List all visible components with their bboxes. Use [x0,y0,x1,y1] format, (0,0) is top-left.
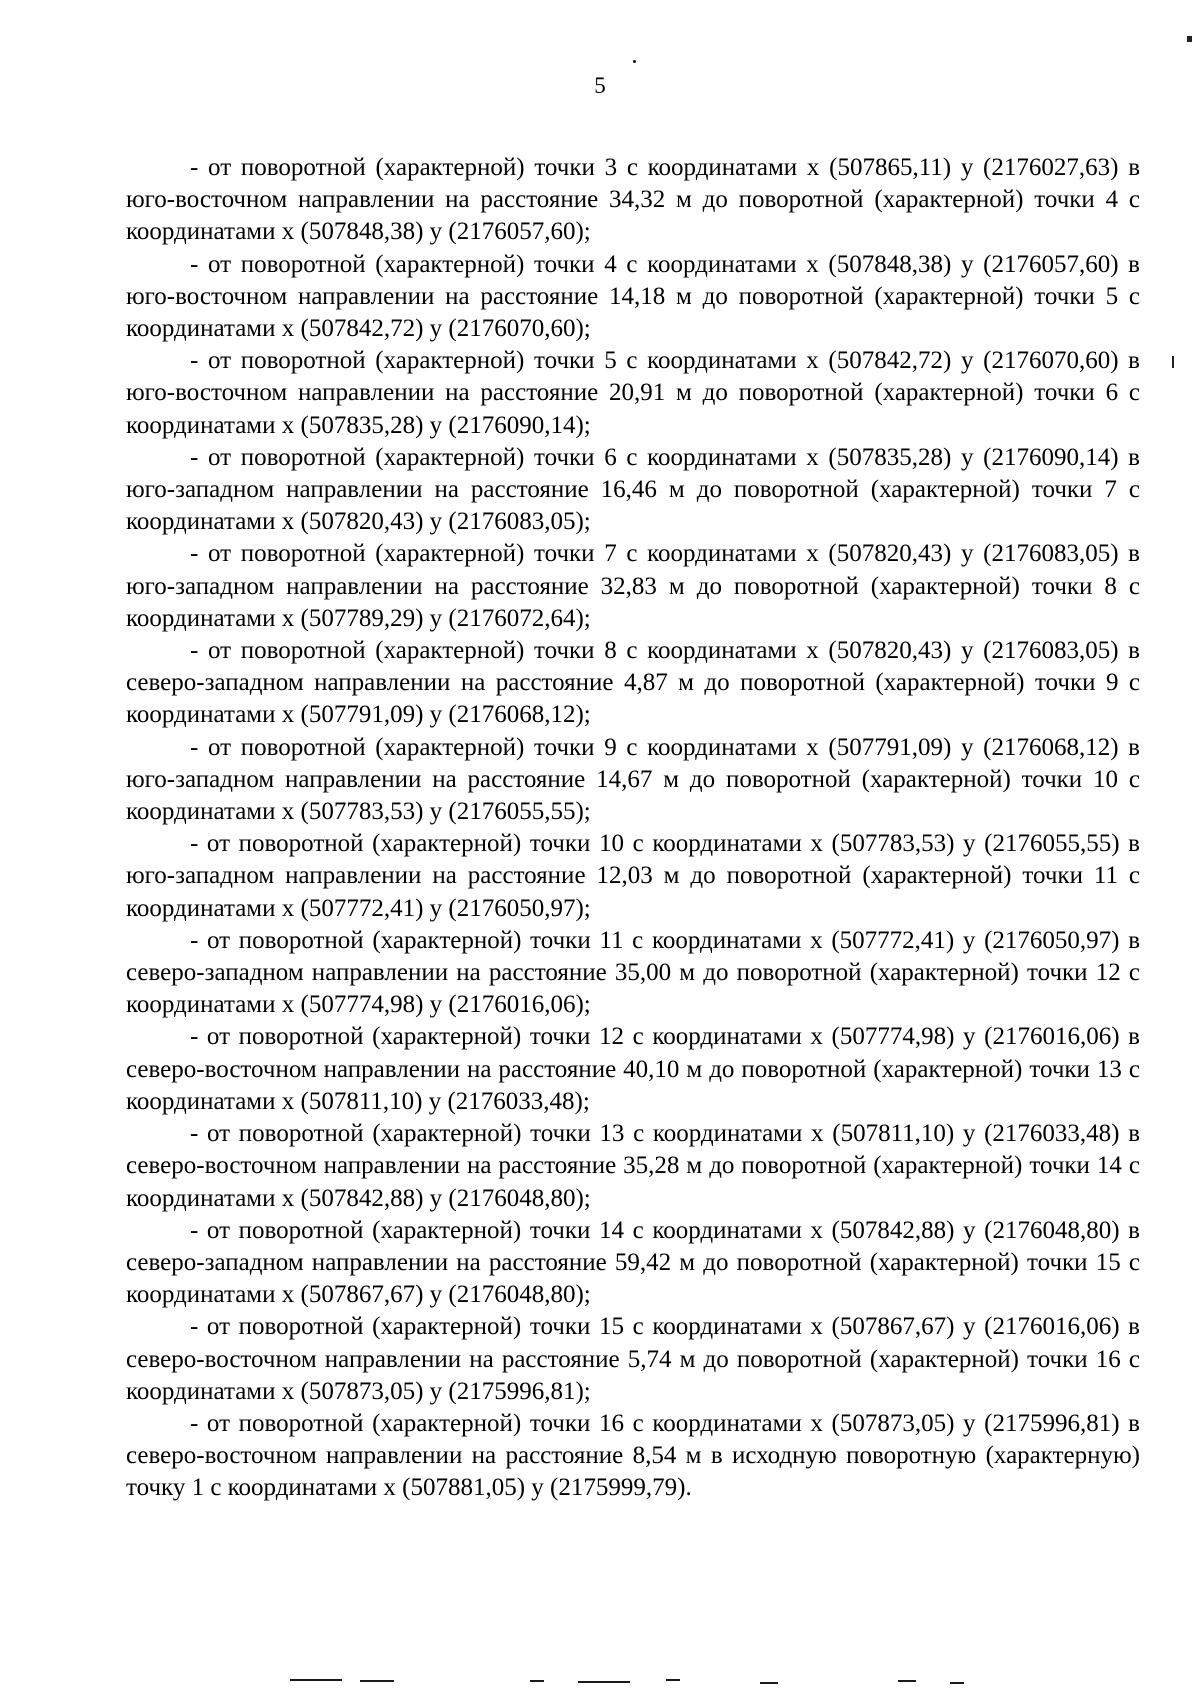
scan-artifact [950,1682,964,1684]
paragraph: - от поворотной (характерной) точки 16 с координатами х (507873,05) у (2175996,81) в северо-восточном направлении на расстояние 8,54 м в исходную поворотную (характерную) точку 1 с координатами х (507881,05) у (2175999,79). [126,1409,1140,1502]
scan-artifact [290,1679,342,1681]
paragraph: - от поворотной (характерной) точки 6 с координатами х (507835,28) у (2176090,14) в юго-западном направлении на расстояние 16,46 м до поворотной (характерной) точки 7 с координатами х (507820,43) у (2176083,05); [126,443,1140,536]
paragraph: - от поворотной (характерной) точки 5 с координатами х (507842,72) у (2176070,60) в юго-восточном направлении на расстояние 20,91 м до поворотной (характерной) точки 6 с координатами х (507835,28) у (2176090,14); [126,347,1140,439]
paragraph: - от поворотной (характерной) точки 7 с координатами х (507820,43) у (2176083,05) в юго-западном направлении на расстояние 32,83 м до поворотной (характерной) точки 8 с координатами х (507789,29) у (2176072,64); [126,540,1140,632]
scan-artifact [760,1682,778,1684]
scan-artifact [633,60,636,63]
scan-artifact [530,1680,544,1682]
paragraph: - от поворотной (характерной) точки 15 с координатами х (507867,67) у (2176016,06) в северо-восточном направлении на расстояние 5,74 м до поворотной (характерной) точки 16 с координатами х (507873,05) у (2175996,81); [126,1313,1140,1405]
paragraph: - от поворотной (характерной) точки 4 с координатами х (507848,38) у (2176057,60) в юго-восточном направлении на расстояние 14,18 м до поворотной (характерной) точки 5 с координатами х (507842,72) у (2176070,60); [126,250,1140,343]
scan-artifact [578,1681,630,1683]
scan-artifact [666,1679,680,1681]
paragraph: - от поворотной (характерной) точки 14 с координатами х (507842,88) у (2176048,80) в северо-западном направлении на расстояние 59,42 м до поворотной (характерной) точки 15 с координатами х (507867,67) у (2176048,80); [126,1216,1140,1309]
page-number: 5 [594,73,606,98]
paragraph: - от поворотной (характерной) точки 12 с координатами х (507774,98) у (2176016,06) в северо-восточном направлении на расстояние 40,10 м до поворотной (характерной) точки 13 с координатами х (507811,10) у (2176033,48); [126,1023,1140,1115]
paragraph: - от поворотной (характерной) точки 10 с координатами х (507783,53) у (2176055,55) в юго-западном направлении на расстояние 12,03 м до поворотной (характерной) точки 11 с координатами х (507772,41) у (2176050,97); [126,830,1140,922]
document-body [126,152,1140,1505]
paragraph: - от поворотной (характерной) точки 13 с координатами х (507811,10) у (2176033,48) в северо-восточном направлении на расстояние 35,28 м до поворотной (характерной) точки 14 с координатами х (507842,88) у (2176048,80); [126,1120,1140,1212]
paragraph: - от поворотной (характерной) точки 8 с координатами х (507820,43) у (2176083,05) в северо-западном направлении на расстояние 4,87 м до поворотной (характерной) точки 9 с координатами х (507791,09) у (2176068,12); [126,637,1140,729]
paragraph: - от поворотной (характерной) точки 11 с координатами х (507772,41) у (2176050,97) в северо-западном направлении на расстояние 35,00 м до поворотной (характерной) точки 12 с координатами х (507774,98) у (2176016,06); [126,926,1140,1019]
paragraph: - от поворотной (характерной) точки 9 с координатами х (507791,09) у (2176068,12) в юго-западном направлении на расстояние 14,67 м до поворотной (характерной) точки 10 с координатами х (507783,53) у (2176055,55); [126,733,1140,826]
scan-artifact [898,1680,916,1682]
paragraph: - от поворотной (характерной) точки 3 с координатами х (507865,11) у (2176027,63) в юго-восточном направлении на расстояние 34,32 м до поворотной (характерной) точки 4 с координатами х (507848,38) у (2176057,60); [126,154,1140,246]
scan-artifact [360,1680,394,1682]
scan-artifact [1187,36,1192,42]
scan-artifact [1172,356,1174,368]
